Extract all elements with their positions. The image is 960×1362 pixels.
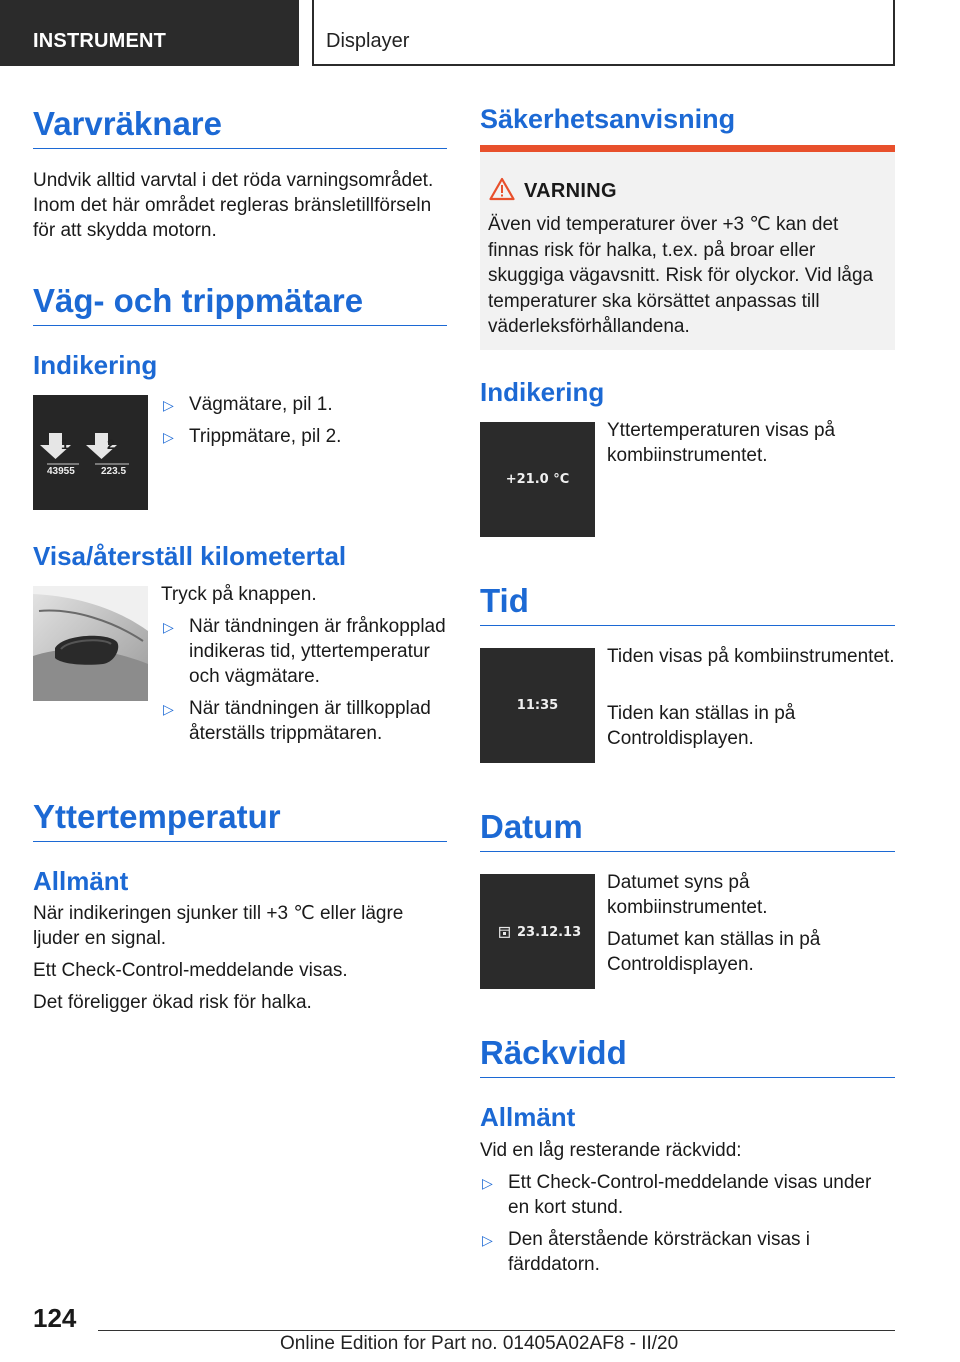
triangle-bullet-icon: ▷ [482, 1175, 493, 1191]
triangle-bullet-icon: ▷ [163, 429, 174, 445]
list-item: ▷ Ett Check-Control-meddelande visas under en kort stund. [482, 1172, 872, 1218]
clock-display-image [480, 648, 595, 763]
warning-text: Även vid temperaturer över +3 ℃ kan det finnas risk för halka, t.ex. på broar eller skuggiga vägavsnitt. Risk för olyckor. Vid låga temperaturer ska körsättet anpassas till väderleksförhållandena. [488, 214, 874, 337]
header-section-tab [0, 0, 299, 66]
warning-triangle-icon [489, 177, 515, 201]
odometer-arrows-icon [33, 395, 148, 510]
triangle-bullet-icon: ▷ [482, 1232, 493, 1248]
tid-text-1: Tiden visas på kombiinstrumentet. [607, 646, 895, 667]
heading-datum: Datum [480, 807, 895, 852]
yttertemp-text-3: Det föreligger ökad risk för halka. [33, 992, 312, 1013]
heading-visa-aterstall: Visa/återställ kilometertal [33, 541, 347, 571]
clock-display-value: 11:35 [516, 698, 559, 713]
reset-button-icon [33, 586, 148, 701]
yttertemp-text-2: Ett Check-Control-meddelande visas. [33, 960, 348, 981]
heading-indikering-right: Indikering [480, 377, 605, 407]
list-item: ▷ Vägmätare, pil 1. [161, 392, 447, 417]
triangle-bullet-icon: ▷ [163, 701, 174, 717]
datum-text-2: Datumet kan ställas in på Controldisplayen. [607, 929, 821, 975]
temperature-display-image [480, 422, 595, 537]
list-item: ▷ Trippmätare, pil 2. [161, 424, 447, 449]
tripmeter-value: 223.5 [101, 466, 127, 477]
list-item: ▷ När tändningen är tillkopplad återställs trippmätaren. [163, 698, 431, 744]
warning-box [480, 145, 895, 350]
reset-button-image [33, 586, 148, 701]
rackvidd-text: Vid en låg resterande räckvidd: [480, 1140, 742, 1161]
list-item: ▷ När tändningen är frånkopplad indikeras tid, yttertemperatur och vägmätare. [163, 616, 446, 687]
heading-varvraknare: Varvräknare [33, 104, 447, 149]
varvraknare-text: Undvik alltid varvtal i det röda varningsområdet. Inom det här området regleras bränsletillförseln för att skydda motorn. [33, 170, 434, 241]
heading-yttertemperatur: Yttertemperatur [33, 797, 447, 842]
arrow-label-1: 1 [61, 436, 69, 452]
header-chapter-label: Displayer [326, 30, 410, 52]
warning-label: VARNING [524, 180, 617, 202]
triangle-bullet-icon: ▷ [163, 619, 174, 635]
header-section-label: INSTRUMENT [33, 30, 167, 52]
date-display-image [480, 874, 595, 989]
temperature-display-value: +21.0 °C [505, 472, 570, 487]
heading-vag-trippmatare: Väg- och trippmätare [33, 281, 447, 326]
list-item: ▷ Den återstående körsträckan visas i färddatorn. [482, 1229, 811, 1275]
yttertemp-text-1: När indikeringen sjunker till +3 ℃ eller lägre ljuder en signal. [33, 903, 404, 949]
indikering-text: Yttertemperaturen visas på kombiinstrumentet. [607, 420, 836, 466]
arrow-label-2: 2 [107, 436, 115, 452]
datum-text-1: Datumet syns på kombiinstrumentet. [607, 872, 768, 918]
visa-text: Tryck på knappen. [161, 584, 317, 605]
page-number: 124 [33, 1303, 77, 1333]
heading-indikering: Indikering [33, 350, 158, 380]
odometer-value: 43955 [47, 466, 75, 477]
calendar-icon [499, 926, 510, 938]
triangle-bullet-icon: ▷ [163, 397, 174, 413]
date-display-value: 23.12.13 [517, 925, 582, 940]
tid-text-2: Tiden kan ställas in på Controldisplayen. [607, 703, 796, 749]
heading-allmant: Allmänt [33, 866, 129, 896]
heading-rackvidd: Räckvidd [480, 1033, 895, 1078]
heading-tid: Tid [480, 581, 895, 626]
heading-sakerhetsanvisning: Säkerhetsanvisning [480, 104, 736, 134]
footer-divider [98, 1330, 895, 1331]
heading-allmant-right: Allmänt [480, 1102, 576, 1132]
odometer-display-image [33, 395, 148, 510]
header-chapter-tab [312, 0, 895, 66]
footer-edition: Online Edition for Part no. 01405A02AF8 - II/20 [280, 1333, 679, 1354]
